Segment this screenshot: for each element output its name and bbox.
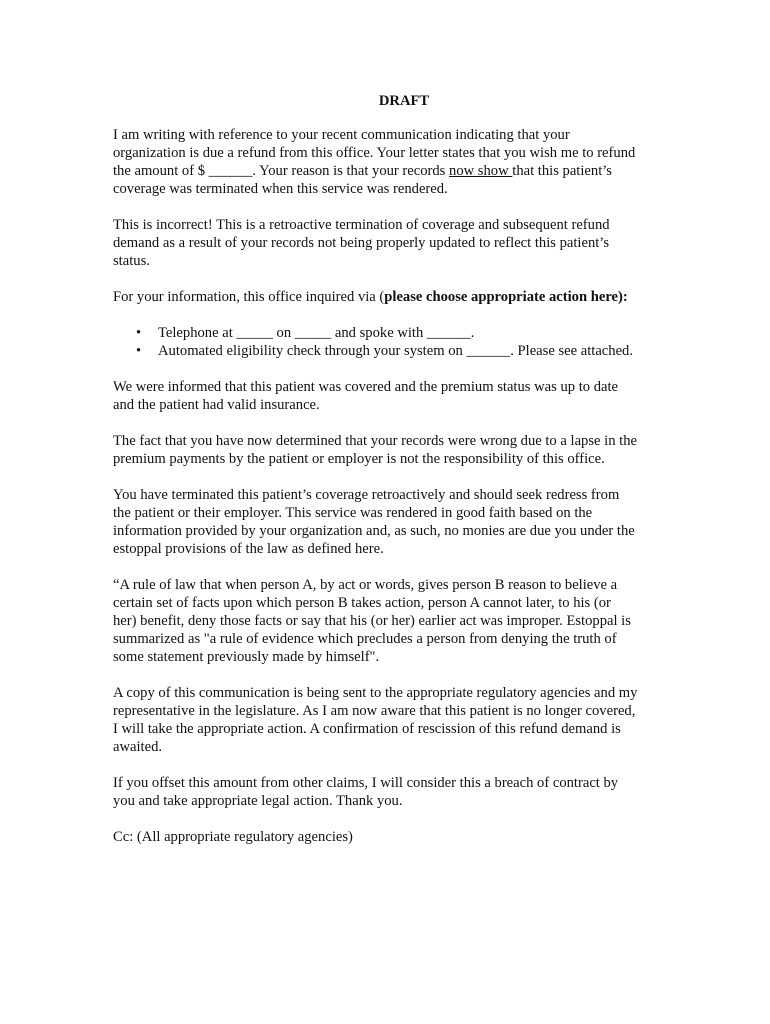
text-line: you and take appropriate legal action. Thank you. — [113, 793, 403, 809]
paragraph-offset-warning — [113, 774, 663, 810]
text-line — [113, 162, 663, 180]
letter-page — [113, 92, 663, 864]
list-item — [113, 324, 663, 342]
text-line: organization is due a refund from this office. Your letter states that you wish me to refund — [113, 145, 636, 161]
inquiry-options-list — [113, 324, 663, 360]
text-line: demand as a result of your records not being properly updated to reflect this patient’s — [113, 235, 610, 251]
paragraph-lapse — [113, 432, 663, 468]
text-line: the patient or their employer. This service was rendered in good faith based on the — [113, 505, 593, 521]
text-line: A copy of this communication is being sent to the appropriate regulatory agencies and my — [113, 685, 638, 701]
text-line: The fact that you have now determined that your records were wrong due to a lapse in the — [113, 433, 637, 449]
text-line: summarized as "a rule of evidence which precludes a person from denying the truth of — [113, 631, 617, 647]
text-span: ): — [618, 289, 628, 305]
text-line: certain set of facts upon which person B takes action, person A cannot later, to his (or — [113, 595, 611, 611]
bullet-icon: • — [136, 343, 142, 359]
list-item-text: Automated eligibility check through your system on ______. Please see attached. — [158, 343, 633, 359]
text-line: We were informed that this patient was covered and the premium status was up to date — [113, 379, 618, 395]
paragraph-incorrect — [113, 216, 663, 270]
text-line: representative in the legislature. As I am now aware that this patient is no longer covered, — [113, 703, 636, 719]
text-line: Cc: (All appropriate regulatory agencies) — [113, 829, 353, 845]
text-line: awaited. — [113, 739, 163, 755]
bullet-icon: • — [136, 325, 142, 341]
text-line: and the patient had valid insurance. — [113, 397, 320, 413]
text-span: that this patient’s — [512, 163, 612, 179]
text-line: coverage was terminated when this service was rendered. — [113, 181, 448, 197]
paragraph-inquiry — [113, 288, 663, 306]
paragraph-covered — [113, 378, 663, 414]
list-item-text: Telephone at _____ on _____ and spoke with ______. — [158, 325, 475, 341]
text-span: For your information, this office inquired via ( — [113, 289, 385, 305]
text-line: status. — [113, 253, 150, 269]
text-line: information provided by your organization and, as such, no monies are due you under the — [113, 523, 635, 539]
text-line: You have terminated this patient’s coverage retroactively and should seek redress from — [113, 487, 620, 503]
text-line: This is incorrect! This is a retroactive termination of coverage and subsequent refund — [113, 217, 610, 233]
paragraph-estoppel-quote — [113, 576, 663, 666]
text-line: her) benefit, deny those facts or say that his (or her) earlier act was improper. Estoppal is — [113, 613, 631, 629]
cc-line — [113, 828, 663, 846]
text-line: premium payments by the patient or employer is not the responsibility of this office. — [113, 451, 605, 467]
text-line: some statement previously made by himself". — [113, 649, 380, 665]
paragraph-copy-notice — [113, 684, 663, 756]
bold-instruction: please choose appropriate action here — [384, 289, 619, 305]
underlined-text: now show — [449, 163, 513, 179]
list-item — [113, 342, 663, 360]
text-line: estoppal provisions of the law as defined here. — [113, 541, 384, 557]
document-title: DRAFT — [378, 93, 430, 109]
paragraph-redress — [113, 486, 663, 558]
text-line: “A rule of law that when person A, by act or words, gives person B reason to believe a — [113, 577, 618, 593]
text-line: I am writing with reference to your recent communication indicating that your — [113, 127, 570, 143]
text-line — [113, 288, 663, 306]
text-line: If you offset this amount from other claims, I will consider this a breach of contract by — [113, 775, 619, 791]
paragraph-refund-notice — [113, 126, 663, 198]
text-span: the amount of $ ______. Your reason is that your records — [113, 163, 450, 179]
text-line: I will take the appropriate action. A confirmation of rescission of this refund demand is — [113, 721, 621, 737]
